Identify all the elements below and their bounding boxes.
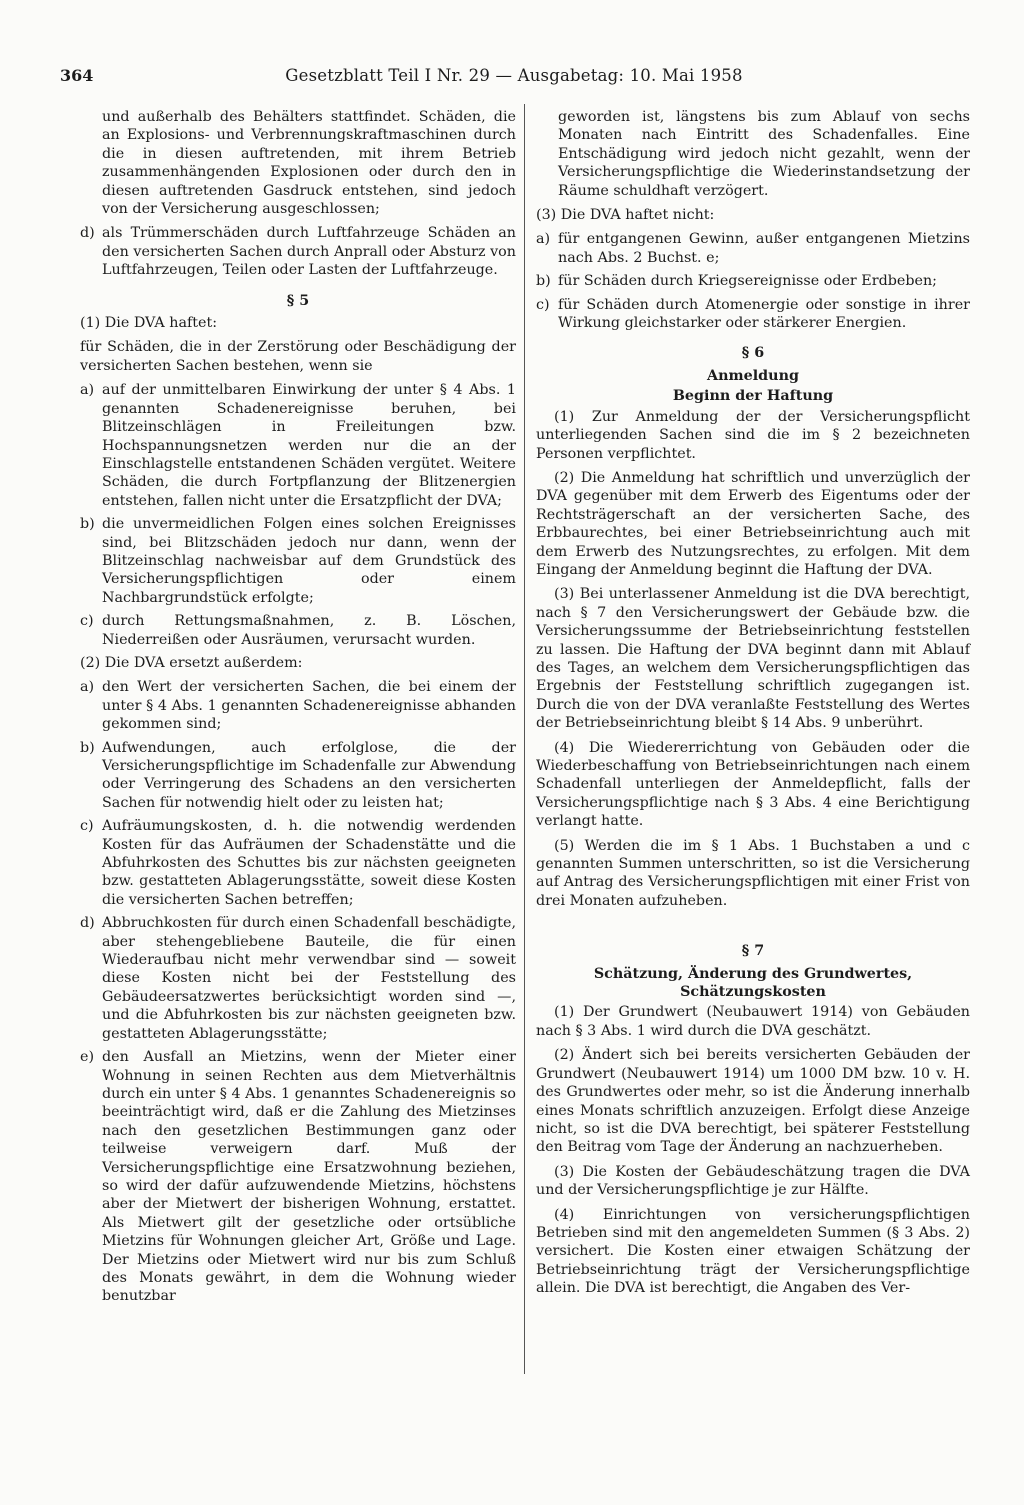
list-item-d: [80, 914, 516, 1043]
item-text: für Schäden durch Kriegsereignisse oder Erdbeben;: [558, 273, 937, 290]
s5-p1-intro: (1) Die DVA haftet:: [80, 315, 218, 332]
list-item-c: [80, 817, 516, 909]
item-text: für Schäden durch Atomenergie oder sonstige in ihrer Wirkung gleichstarker oder stärkerer Energien.: [558, 296, 970, 332]
s6-paragraph-2: (2) Die Anmeldung hat schriftlich und unverzüglich der DVA gegenüber mit dem Erwerb des Eigentums oder der Rechtsträgerschaft an der versicherten Sache, des Erbbaurechtes, bei einer Betriebseinrichtung auch mit dem Erwerb des Nutzungsrechtes, zu erfolgen. Mit dem Eingang der Anmeldung beginnt die Haftung der DVA.: [536, 469, 970, 578]
left-column: [80, 108, 516, 1311]
item-label: b): [80, 516, 95, 533]
item-label: a): [536, 231, 551, 248]
item-text: Aufwendungen, auch erfolglose, die der Versicherungspflichtige im Schadenfalle zur Abwendung oder Verringerung des Schadens an den versicherten Sachen für notwendig hielt oder zu leisten hat;: [102, 739, 516, 811]
continued-item-e: geworden ist, längstens bis zum Ablauf von sechs Monaten nach Eintritt des Schadenfalles. Eine Entschädigung wird jedoch nicht gezahlt, wenn der Versicherungspflichtige die Wiederinstandsetzung der Räume schuldhaft verzögert.: [558, 109, 970, 199]
section-6-subtitle: Beginn der Haftung: [672, 388, 834, 405]
section-gap: [536, 916, 970, 930]
list-item-a: [80, 678, 516, 733]
list-item-a: [536, 230, 970, 267]
s5-p3-intro: (3) Die DVA haftet nicht:: [536, 207, 715, 224]
list-item-c: [80, 612, 516, 649]
list-item-d: [80, 224, 516, 279]
column-divider: [524, 104, 525, 1374]
section-6-heading: § 6: [741, 345, 765, 362]
s5-p1-sub: für Schäden, die in der Zerstörung oder Beschädigung der versicherten Sachen bestehen, wenn sie: [80, 339, 516, 374]
item-text: Abbruchkosten für durch einen Schadenfall beschädigte, aber stehengebliebene Bauteile, die für einen Wiederaufbau nicht mehr verwendbar sind — soweit diese Kosten nicht bei der Feststellung des Gebäudeersatzwertes berücksichtigt worden sind —, und die Abfuhrkosten bis zur nächsten geeigneten bzw. gestatteten Ablagerungsstätte;: [102, 915, 516, 1042]
s7-paragraph-3: (3) Die Kosten der Gebäudeschätzung tragen die DVA und der Versicherungspflichtige je zur Hälfte.: [536, 1163, 970, 1199]
item-label: d): [80, 915, 95, 932]
header-title: Gesetzblatt Teil I Nr. 29 — Ausgabetag: 10. Mai 1958: [285, 66, 743, 85]
s6-paragraph-5: (5) Werden die im § 1 Abs. 1 Buchstaben a und c genannten Summen unterschritten, so ist die Versicherung auf Antrag des Versicherungspflichtigen mit einer Frist von drei Monaten aufzuheben.: [536, 837, 970, 909]
item-text: für entgangenen Gewinn, außer entgangenen Mietzins nach Abs. 2 Buchst. e;: [558, 231, 970, 266]
item-text: die unvermeidlichen Folgen eines solchen Ereignisses sind, bei Blitzschäden jedoch nur dann, wenn der Blitzeinschlag nachweisbar auf dem Grundstück des Versicherungspflichtigen oder einem Nachbargrundstück erfolgte;: [102, 516, 516, 606]
list-item-a: [80, 381, 516, 510]
s6-paragraph-1: (1) Zur Anmeldung der der Versicherungspflicht unterliegenden Sachen sind die im § 2 bezeichneten Personen verpflichtet.: [536, 408, 970, 462]
item-label: a): [80, 679, 95, 696]
section-5-heading: § 5: [286, 292, 310, 309]
page-header: [60, 66, 968, 88]
item-label: c): [80, 818, 94, 835]
s6-paragraph-4: (4) Die Wiedererrichtung von Gebäuden oder die Wiederbeschaffung von Betriebseinrichtungen nach einem Schadenfall unterliegen der Anmeldepflicht, falls der Versicherungspflichtige nach § 3 Abs. 4 eine Berichtigung verlangt hatte.: [536, 739, 970, 830]
item-label: a): [80, 382, 95, 399]
s7-paragraph-4: (4) Einrichtungen von versicherungspflichtigen Betrieben sind mit den angemeldeten Summen (§ 3 Abs. 2) versichert. Die Kosten einer etwaigen Schätzung der Betriebseinrichtung trägt der Versicherungspflichtige allein. Die DVA ist berechtigt, die Angaben des Ver-: [536, 1206, 970, 1297]
s7-paragraph-2: (2) Ändert sich bei bereits versicherten Gebäuden der Grundwert (Neubauwert 1914) um 1000 DM bzw. 10 v. H. des Grundwertes oder mehr, so ist die Änderung innerhalb eines Monats schriftlich anzuzeigen. Erfolgt diese Anzeige nicht, so ist die DVA berechtigt, bei späterer Feststellung den Beitrag vom Tage der Änderung an nachzuerheben.: [536, 1047, 970, 1156]
section-7-heading: § 7: [741, 943, 765, 960]
list-item-b: [80, 739, 516, 813]
list-item-c: [536, 296, 970, 333]
item-text: durch Rettungsmaßnahmen, z. B. Löschen, Niederreißen oder Ausräumen, verursacht wurden.: [102, 613, 516, 648]
item-label: c): [536, 296, 550, 313]
item-text: Aufräumungskosten, d. h. die notwendig werdenden Kosten für das Aufräumen der Schadenstätte und die Abfuhrkosten des Schuttes bis zur nächsten geeigneten bzw. gestatteten Ablagerungsstätte, soweit diese Kosten die versicherten Sachen betreffen;: [102, 818, 516, 908]
continued-item-c: und außerhalb des Behälters stattfindet. Schäden, die an Explosions- und Verbrennungskraftmaschinen durch die in diesen auftretenden, mit ihrem Betrieb zusammenhängenden Explosionen oder durch den in diesen auftretenden Gasdruck entstehen, sind jedoch von der Versicherung ausgeschlossen;: [102, 109, 516, 218]
item-text: den Wert der versicherten Sachen, die bei einem der unter § 4 Abs. 1 genannten Schadenereignisse abhanden gekommen sind;: [102, 679, 516, 733]
s6-paragraph-3: (3) Bei unterlassener Anmeldung ist die DVA berechtigt, nach § 7 den Versicherungswert der Gebäude bzw. die Versicherungssumme der Betriebseinrichtung feststellen zu lassen. Die Haftung der DVA beginnt dann mit Ablauf des Tages, an welchem dem Versicherungspflichtigen das Ergebnis der Feststellung schriftlich zugegangen ist. Durch die von der DVA veranlaßte Feststellung des Wertes der Betriebseinrichtung bleibt § 14 Abs. 9 unberührt.: [536, 586, 970, 732]
section-6-title: Anmeldung: [707, 367, 799, 384]
s7-paragraph-1: (1) Der Grundwert (Neubauwert 1914) von Gebäuden nach § 3 Abs. 1 wird durch die DVA geschätzt.: [536, 1004, 970, 1039]
section-7-title: Schätzung, Änderung des Grundwertes, Schätzungskosten: [593, 965, 913, 1001]
item-text: als Trümmerschäden durch Luftfahrzeuge Schäden an den versicherten Sachen durch Anprall oder Absturz von Luftfahrzeugen, Teilen oder Lasten der Luftfahrzeuge.: [102, 225, 516, 279]
s5-p2-intro: (2) Die DVA ersetzt außerdem:: [80, 654, 303, 671]
right-column: [536, 108, 970, 1304]
item-label: b): [80, 739, 95, 756]
list-item-b: [80, 515, 516, 607]
item-label: e): [80, 1049, 95, 1066]
item-label: d): [80, 225, 95, 242]
item-label: c): [80, 613, 94, 630]
item-label: b): [536, 273, 551, 290]
page-number: 364: [60, 66, 94, 85]
item-text: auf der unmittelbaren Einwirkung der unter § 4 Abs. 1 genannten Schadenereignisse beruhen, bei Blitzeinschlägen in Freileitungen bzw. Hochspannungsnetzen werden nur die an der Einschlagstelle entstandenen Schäden vergütet. Weitere Schäden, die durch Fortpflanzung der Blitzenergien entstehen, fallen nicht unter die Ersatzpflicht der DVA;: [102, 382, 516, 509]
item-text: den Ausfall an Mietzins, wenn der Mieter einer Wohnung in seinen Rechten aus dem Mietverhältnis durch ein unter § 4 Abs. 1 genanntes Schadenereignis so beeinträchtigt wird, daß er die Zahlung des Mietzinses nach den gesetzlichen Bestimmungen ganz oder teilweise verweigern darf. Muß der Versicherungspflichtige eine Ersatzwohnung beziehen, so wird der dafür aufzuwendende Mietzins, höchstens aber der Mietwert der bisherigen Wohnung, erstattet. Als Mietwert gilt der gesetzliche oder ortsübliche Mietzins für Wohnungen gleicher Art, Größe und Lage. Der Mietzins oder Mietwert wird nur bis zum Schluß des Monats gewährt, in dem die Wohnung wieder benutzbar: [102, 1049, 516, 1305]
list-item-b: [536, 272, 970, 290]
list-item-e: [80, 1048, 516, 1306]
